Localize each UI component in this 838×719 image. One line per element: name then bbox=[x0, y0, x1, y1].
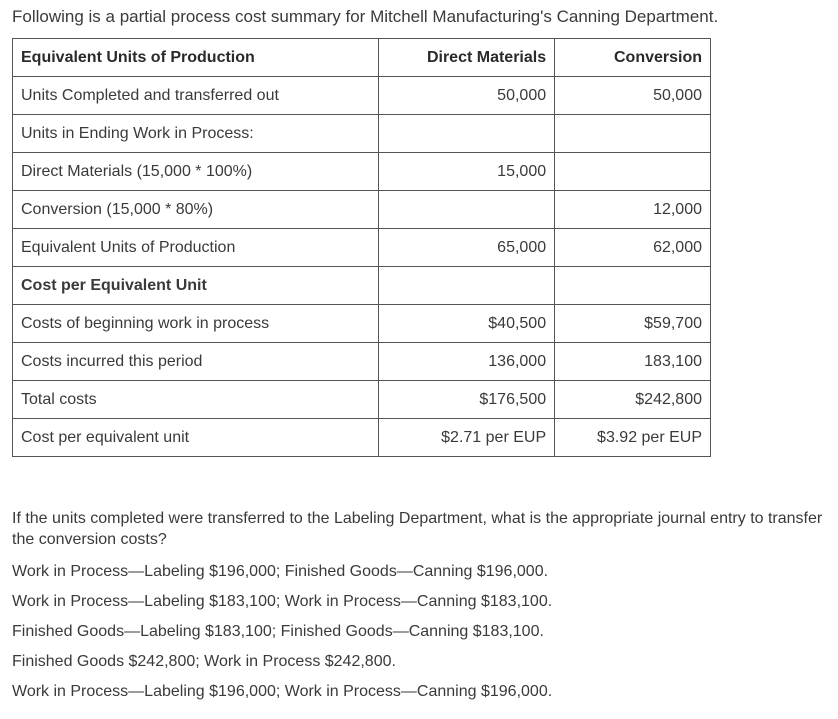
answer-option-4[interactable]: Finished Goods $242,800; Work in Process $242,800. bbox=[12, 653, 396, 670]
header-conversion: Conversion bbox=[555, 39, 711, 77]
direct-materials-cell: 65,000 bbox=[379, 229, 555, 267]
row-label: Cost per Equivalent Unit bbox=[13, 267, 379, 305]
direct-materials-cell: $2.71 per EUP bbox=[379, 419, 555, 457]
row-label: Units in Ending Work in Process: bbox=[13, 115, 379, 153]
conversion-cell: $59,700 bbox=[555, 305, 711, 343]
row-label: Total costs bbox=[13, 381, 379, 419]
table-row bbox=[13, 267, 711, 305]
row-label: Costs incurred this period bbox=[13, 343, 379, 381]
conversion-cell: 62,000 bbox=[555, 229, 711, 267]
table-row bbox=[13, 115, 711, 153]
direct-materials-cell: $176,500 bbox=[379, 381, 555, 419]
answer-option-1[interactable]: Work in Process—Labeling $196,000; Finished Goods—Canning $196,000. bbox=[12, 563, 549, 580]
answer-option-2[interactable]: Work in Process—Labeling $183,100; Work in Process—Canning $183,100. bbox=[12, 593, 553, 610]
table-row bbox=[13, 191, 711, 229]
row-label: Units Completed and transferred out bbox=[13, 77, 379, 115]
row-label: Equivalent Units of Production bbox=[13, 229, 379, 267]
direct-materials-cell bbox=[379, 115, 555, 153]
table-row bbox=[13, 419, 711, 457]
direct-materials-cell bbox=[379, 191, 555, 229]
header-direct-materials: Direct Materials bbox=[379, 39, 555, 77]
conversion-cell: 183,100 bbox=[555, 343, 711, 381]
conversion-cell bbox=[555, 153, 711, 191]
conversion-cell bbox=[555, 267, 711, 305]
table-row bbox=[13, 77, 711, 115]
table-row bbox=[13, 343, 711, 381]
conversion-cell: 50,000 bbox=[555, 77, 711, 115]
direct-materials-cell: 50,000 bbox=[379, 77, 555, 115]
row-label: Cost per equivalent unit bbox=[13, 419, 379, 457]
row-label: Conversion (15,000 * 80%) bbox=[13, 191, 379, 229]
direct-materials-cell bbox=[379, 267, 555, 305]
table-row bbox=[13, 305, 711, 343]
table-row bbox=[13, 229, 711, 267]
conversion-cell: $3.92 per EUP bbox=[555, 419, 711, 457]
direct-materials-cell: 136,000 bbox=[379, 343, 555, 381]
answer-option-5[interactable]: Work in Process—Labeling $196,000; Work in Process—Canning $196,000. bbox=[12, 683, 553, 700]
row-label: Costs of beginning work in process bbox=[13, 305, 379, 343]
intro-text: Following is a partial process cost summary for Mitchell Manufacturing's Canning Department. bbox=[12, 7, 719, 26]
table-row bbox=[13, 381, 711, 419]
header-equivalent-units: Equivalent Units of Production bbox=[13, 39, 379, 77]
direct-materials-cell: $40,500 bbox=[379, 305, 555, 343]
answer-option-3[interactable]: Finished Goods—Labeling $183,100; Finished Goods—Canning $183,100. bbox=[12, 623, 544, 640]
conversion-cell: 12,000 bbox=[555, 191, 711, 229]
conversion-cell: $242,800 bbox=[555, 381, 711, 419]
row-label: Direct Materials (15,000 * 100%) bbox=[13, 153, 379, 191]
direct-materials-cell: 15,000 bbox=[379, 153, 555, 191]
conversion-cell bbox=[555, 115, 711, 153]
table-header-row bbox=[13, 39, 711, 77]
table-row bbox=[13, 153, 711, 191]
answer-options bbox=[12, 562, 832, 712]
question-text: If the units completed were transferred to the Labeling Department, what is the appropriate journal entry to transfer the conversion costs? bbox=[12, 510, 823, 548]
process-cost-summary-table bbox=[12, 38, 711, 457]
